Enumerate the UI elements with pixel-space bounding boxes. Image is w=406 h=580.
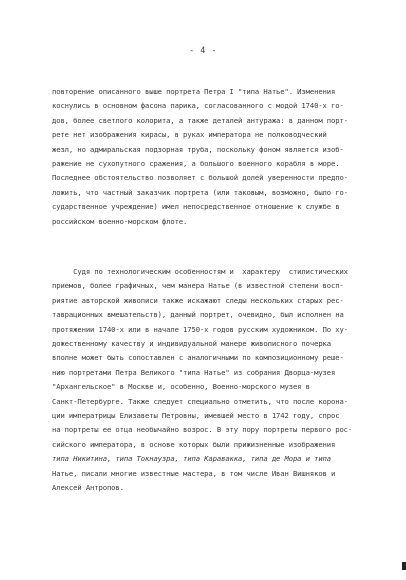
text-line: рете нет изображения кирасы, в руках императора не полководческий: [52, 130, 327, 140]
text-line: протяжении 1740-х или в начале 1750-х годов русским художником. По ху-: [52, 324, 348, 334]
text-line: "Архангельское" в Москве и, особенно, Военно-морского музея в: [52, 382, 310, 392]
text-line: дожественному качеству и индивидуальной манере живописного почерка: [52, 339, 331, 349]
text-line: Судя по технологическим особенностям и характеру стилистических: [52, 267, 348, 276]
text-line: Последнее обстоятельство позволяет с большой долей уверенности предпо-: [52, 173, 348, 183]
text-line: вполне может быть сопоставлен с аналогичными по композиционному реше-: [52, 353, 344, 363]
text-line: Натье, писали многие известные мастера, в том числе Иван Вишняков и: [52, 468, 336, 478]
text-line: Санкт-Петербурге. Также следует специально отметить, что после корона-: [52, 396, 348, 406]
text-line: сийского императора, в основе которых были прижизненные изображения: [52, 439, 336, 449]
text-line: сударственное учреждение) имел непосредственное отношение к службе в: [52, 202, 340, 212]
text-line: повторение описанного выше портрета Петра I "типа Натье". Изменения: [52, 87, 336, 96]
text-line: ложить, что частный заказчик портрета (или таковым, возможно, было го-: [52, 187, 348, 197]
text-line: жезл, но адмиральская подзорная труба, поскольку фоном является изоб-: [52, 144, 344, 154]
text-line: на портреты ее отца необычайно возрос. В эту пору портреты первого рос-: [52, 425, 353, 435]
scan-edge-mark: [402, 562, 406, 570]
text-line: российском военно-морском флоте.: [52, 216, 188, 226]
text-line: нию портретами Петра Великого "типа Натье" из собрания Дворца-музея: [52, 367, 336, 377]
text-line: Алексей Антропов.: [52, 483, 124, 493]
paragraph-2: [52, 265, 370, 496]
text-line: типа Никитина, типа Токнаузра, типа Каравакка, типа де Моpa и типа: [52, 454, 331, 464]
text-line: таврационных вмешательств), данный портрет, очевидно, был исполнен на: [52, 310, 344, 320]
text-line: коснулись в основном фасона парика, согласованного с модой 1740-х го-: [52, 101, 344, 111]
text-line: дов, более светлого колорита, а также деталей антуража: в данном порт-: [52, 115, 348, 125]
page-number: - 4 -: [188, 46, 218, 56]
text-line: ции императрицы Елизаветы Петровны, имевшей место в 1742 году, спрос: [52, 411, 340, 421]
paragraph-1: [52, 85, 370, 229]
text-line: приемов, более графичных, чем манера Натье (в известной степени восп-: [52, 281, 344, 291]
text-line: ражение не сухопутного сражения, а большого военного корабля в море.: [52, 159, 340, 169]
text-line: риятие авторской живописи также искажают следы нескольких старых рес-: [52, 295, 344, 305]
